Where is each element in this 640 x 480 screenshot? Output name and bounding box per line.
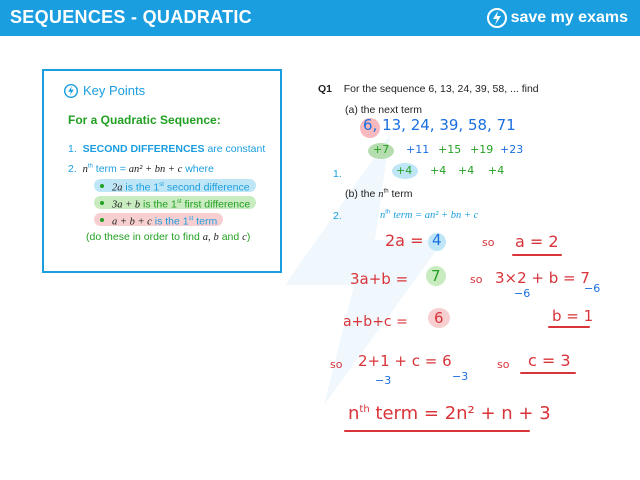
final-sup: th: [359, 404, 370, 415]
formula-sup: th: [385, 209, 391, 216]
item-number: 1.: [68, 143, 77, 155]
bullet-dot: [100, 218, 104, 222]
bullet-text: first difference: [184, 198, 251, 211]
equation-2-value: 7: [431, 267, 441, 285]
equation-4-so-2: so: [497, 358, 510, 371]
question-label: Q1: [318, 83, 333, 95]
question-prompt: For the sequence 6, 13, 24, 39, 58, ... find: [343, 83, 539, 95]
first-difference-4: +19: [470, 143, 494, 156]
second-difference-1: +4: [396, 164, 413, 177]
bullet-math: a + b + c: [112, 216, 152, 228]
equation-4-work: 2+1 + c = 6: [358, 352, 452, 370]
equation-3-value: 6: [434, 309, 444, 327]
part-b-sup: th: [383, 188, 389, 195]
bullet-dot: [100, 184, 104, 188]
note-math: b: [213, 232, 219, 243]
note-text: (do these in order to find: [86, 231, 200, 243]
equation-2-minus-left: −6: [514, 287, 531, 300]
header-bar: [0, 0, 640, 36]
bullet-first-difference: [94, 196, 256, 209]
nth-term-formula: [380, 209, 478, 221]
item-number: 2.: [68, 163, 77, 175]
bullet-math: 2a: [112, 182, 123, 194]
equation-4-minus-right: −3: [452, 370, 469, 383]
first-difference-5: +23: [500, 143, 524, 156]
underline-c: [520, 372, 576, 374]
final-n: n: [348, 403, 360, 424]
key-points-subheading: For a Quadratic Sequence:: [68, 113, 221, 127]
item-math: n: [82, 164, 88, 175]
note-math: a,: [202, 232, 211, 243]
part-b-text: (b) the: [345, 188, 376, 200]
underline-a: [512, 254, 562, 256]
handwritten-sequence: 6, 13, 24, 39, 58, 71: [363, 116, 516, 134]
bullet-text: second difference: [166, 181, 250, 194]
question-part-a: (a) the next term: [345, 104, 423, 116]
first-difference-1: +7: [373, 143, 390, 156]
lightning-logo-icon: [487, 8, 507, 28]
item-text: are constant: [207, 143, 266, 155]
formula-math: n: [380, 210, 386, 221]
second-difference-3: +4: [458, 164, 475, 177]
item-sup: th: [87, 163, 93, 170]
step-number-1: 1.: [333, 168, 342, 180]
page-title: SEQUENCES - QUADRATIC: [10, 7, 252, 27]
bullet-text: is the 1: [154, 215, 189, 228]
equation-4-minus-left: −3: [375, 374, 392, 387]
equation-4-so: so: [330, 358, 343, 371]
question-line: [318, 83, 539, 95]
underline-b: [548, 326, 590, 328]
final-formula: term = 2n² + n + 3: [375, 403, 551, 424]
bullet-dot: [100, 201, 104, 205]
bullet-math: 3a + b: [112, 199, 141, 211]
bullet-sup: st: [188, 216, 194, 222]
key-point-2: [68, 163, 214, 175]
item-bold: SECOND DIFFERENCES: [82, 143, 205, 155]
equation-2-work: 3×2 + b = 7: [495, 269, 590, 287]
note-math: c: [242, 232, 247, 243]
equation-2-minus-right: −6: [584, 282, 601, 295]
equation-1-so: so: [482, 236, 495, 249]
key-points-panel: [42, 69, 282, 273]
step-number-2: 2.: [333, 210, 342, 222]
part-b-math: n: [378, 189, 384, 200]
note-text: and: [221, 231, 240, 243]
lightning-icon: [64, 84, 78, 98]
equation-1-left: 2a =: [385, 231, 424, 250]
bullet-text: term: [196, 215, 218, 228]
formula-text: term = an² + bn + c: [393, 210, 479, 221]
bullet-first-term: [94, 213, 223, 226]
equation-2-so: so: [470, 273, 483, 286]
first-difference-2: +11: [406, 143, 430, 156]
key-points-heading-text: Key Points: [83, 83, 146, 98]
bullet-second-difference: [94, 179, 256, 192]
second-difference-2: +4: [430, 164, 447, 177]
bullet-sup: st: [176, 199, 182, 205]
equation-1-value: 4: [432, 231, 442, 249]
underline-final: [344, 430, 530, 432]
question-part-b: [345, 188, 412, 200]
note-text: ): [246, 231, 251, 243]
equation-3-left: a+b+c =: [343, 314, 408, 330]
logo-text: save my exams: [510, 9, 628, 26]
equation-4-result: c = 3: [528, 351, 571, 370]
first-difference-3: +15: [438, 143, 462, 156]
item-text: term =: [95, 163, 126, 175]
item-formula: an² + bn + c: [128, 164, 183, 175]
equation-1-result: a = 2: [515, 232, 559, 251]
second-difference-4: +4: [488, 164, 505, 177]
key-points-note: [86, 231, 250, 243]
part-b-text: term: [391, 188, 413, 200]
key-points-heading: [64, 83, 145, 98]
item-text: where: [185, 163, 214, 175]
equation-2-left: 3a+b =: [350, 270, 409, 288]
equation-2-result: b = 1: [552, 307, 594, 325]
bullet-sup: st: [159, 182, 164, 188]
logo[interactable]: [487, 7, 628, 29]
key-point-1: [68, 143, 265, 155]
bullet-text: is the 1: [143, 198, 177, 211]
final-answer: [348, 403, 551, 424]
bullet-text: is the 1: [125, 181, 160, 194]
